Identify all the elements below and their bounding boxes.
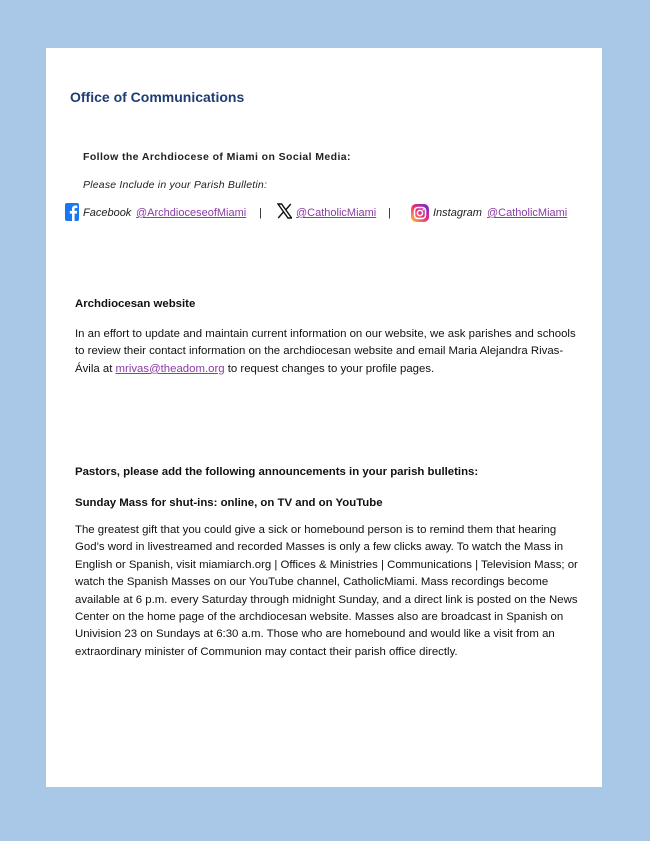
instagram-handle-link[interactable]: @CatholicMiami [487, 207, 568, 219]
instagram-label: Instagram [433, 207, 482, 219]
social-follow-heading: Follow the Archdiocese of Miami on Social Media: [83, 151, 351, 163]
email-link[interactable]: mrivas@theadom.org [115, 362, 225, 375]
separator: | [388, 207, 391, 219]
x-icon [277, 203, 292, 219]
website-heading: Archdiocesan website [75, 298, 196, 310]
announcements-heading: Pastors, please add the following announcements in your parish bulletins: [75, 466, 479, 478]
office-title: Office of Communications [70, 89, 245, 105]
separator: | [259, 207, 262, 219]
instagram-icon [411, 204, 429, 222]
website-paragraph [75, 326, 580, 378]
sunday-mass-heading: Sunday Mass for shut-ins: online, on TV and on YouTube [75, 497, 383, 509]
website-body-before: In an effort to update and maintain current information on our website, we ask parishes and schools to review their contact information on the archdiocesan website and email Maria Alejandra Rivas-Ávila at [75, 328, 576, 375]
facebook-icon [65, 203, 79, 221]
facebook-label: Facebook [83, 207, 132, 219]
x-handle-link[interactable]: @CatholicMiami [296, 207, 377, 219]
sunday-mass-paragraph: The greatest gift that you could give a sick or homebound person is to remind them that hearing God’s word in livestreamed and recorded Masses is only a few clicks away. To watch the Mass in English or Spanish, visit miamiarch.org | Offices & Ministries | Communications | Television Mass; or watch the Spanish Masses on our YouTube channel, CatholicMiami. Mass recordings become available at 6 p.m. every Saturday through midnight Sunday, and a direct link is posted on the News Center on the home page of the archdiocesan website. Masses also are broadcast in Spanish on Univision 23 on Sundays at 6:30 a.m. Those who are homebound and would like a visit from an extraordinary minister of Communion may contact their parish office directly. [75, 524, 578, 658]
social-include-note: Please Include in your Parish Bulletin: [83, 179, 268, 191]
social-links-row [65, 203, 585, 225]
website-body-after: to request changes to your profile pages. [224, 362, 435, 375]
facebook-handle-link[interactable]: @ArchdioceseofMiami [136, 207, 247, 219]
bulletin-page [46, 48, 602, 787]
